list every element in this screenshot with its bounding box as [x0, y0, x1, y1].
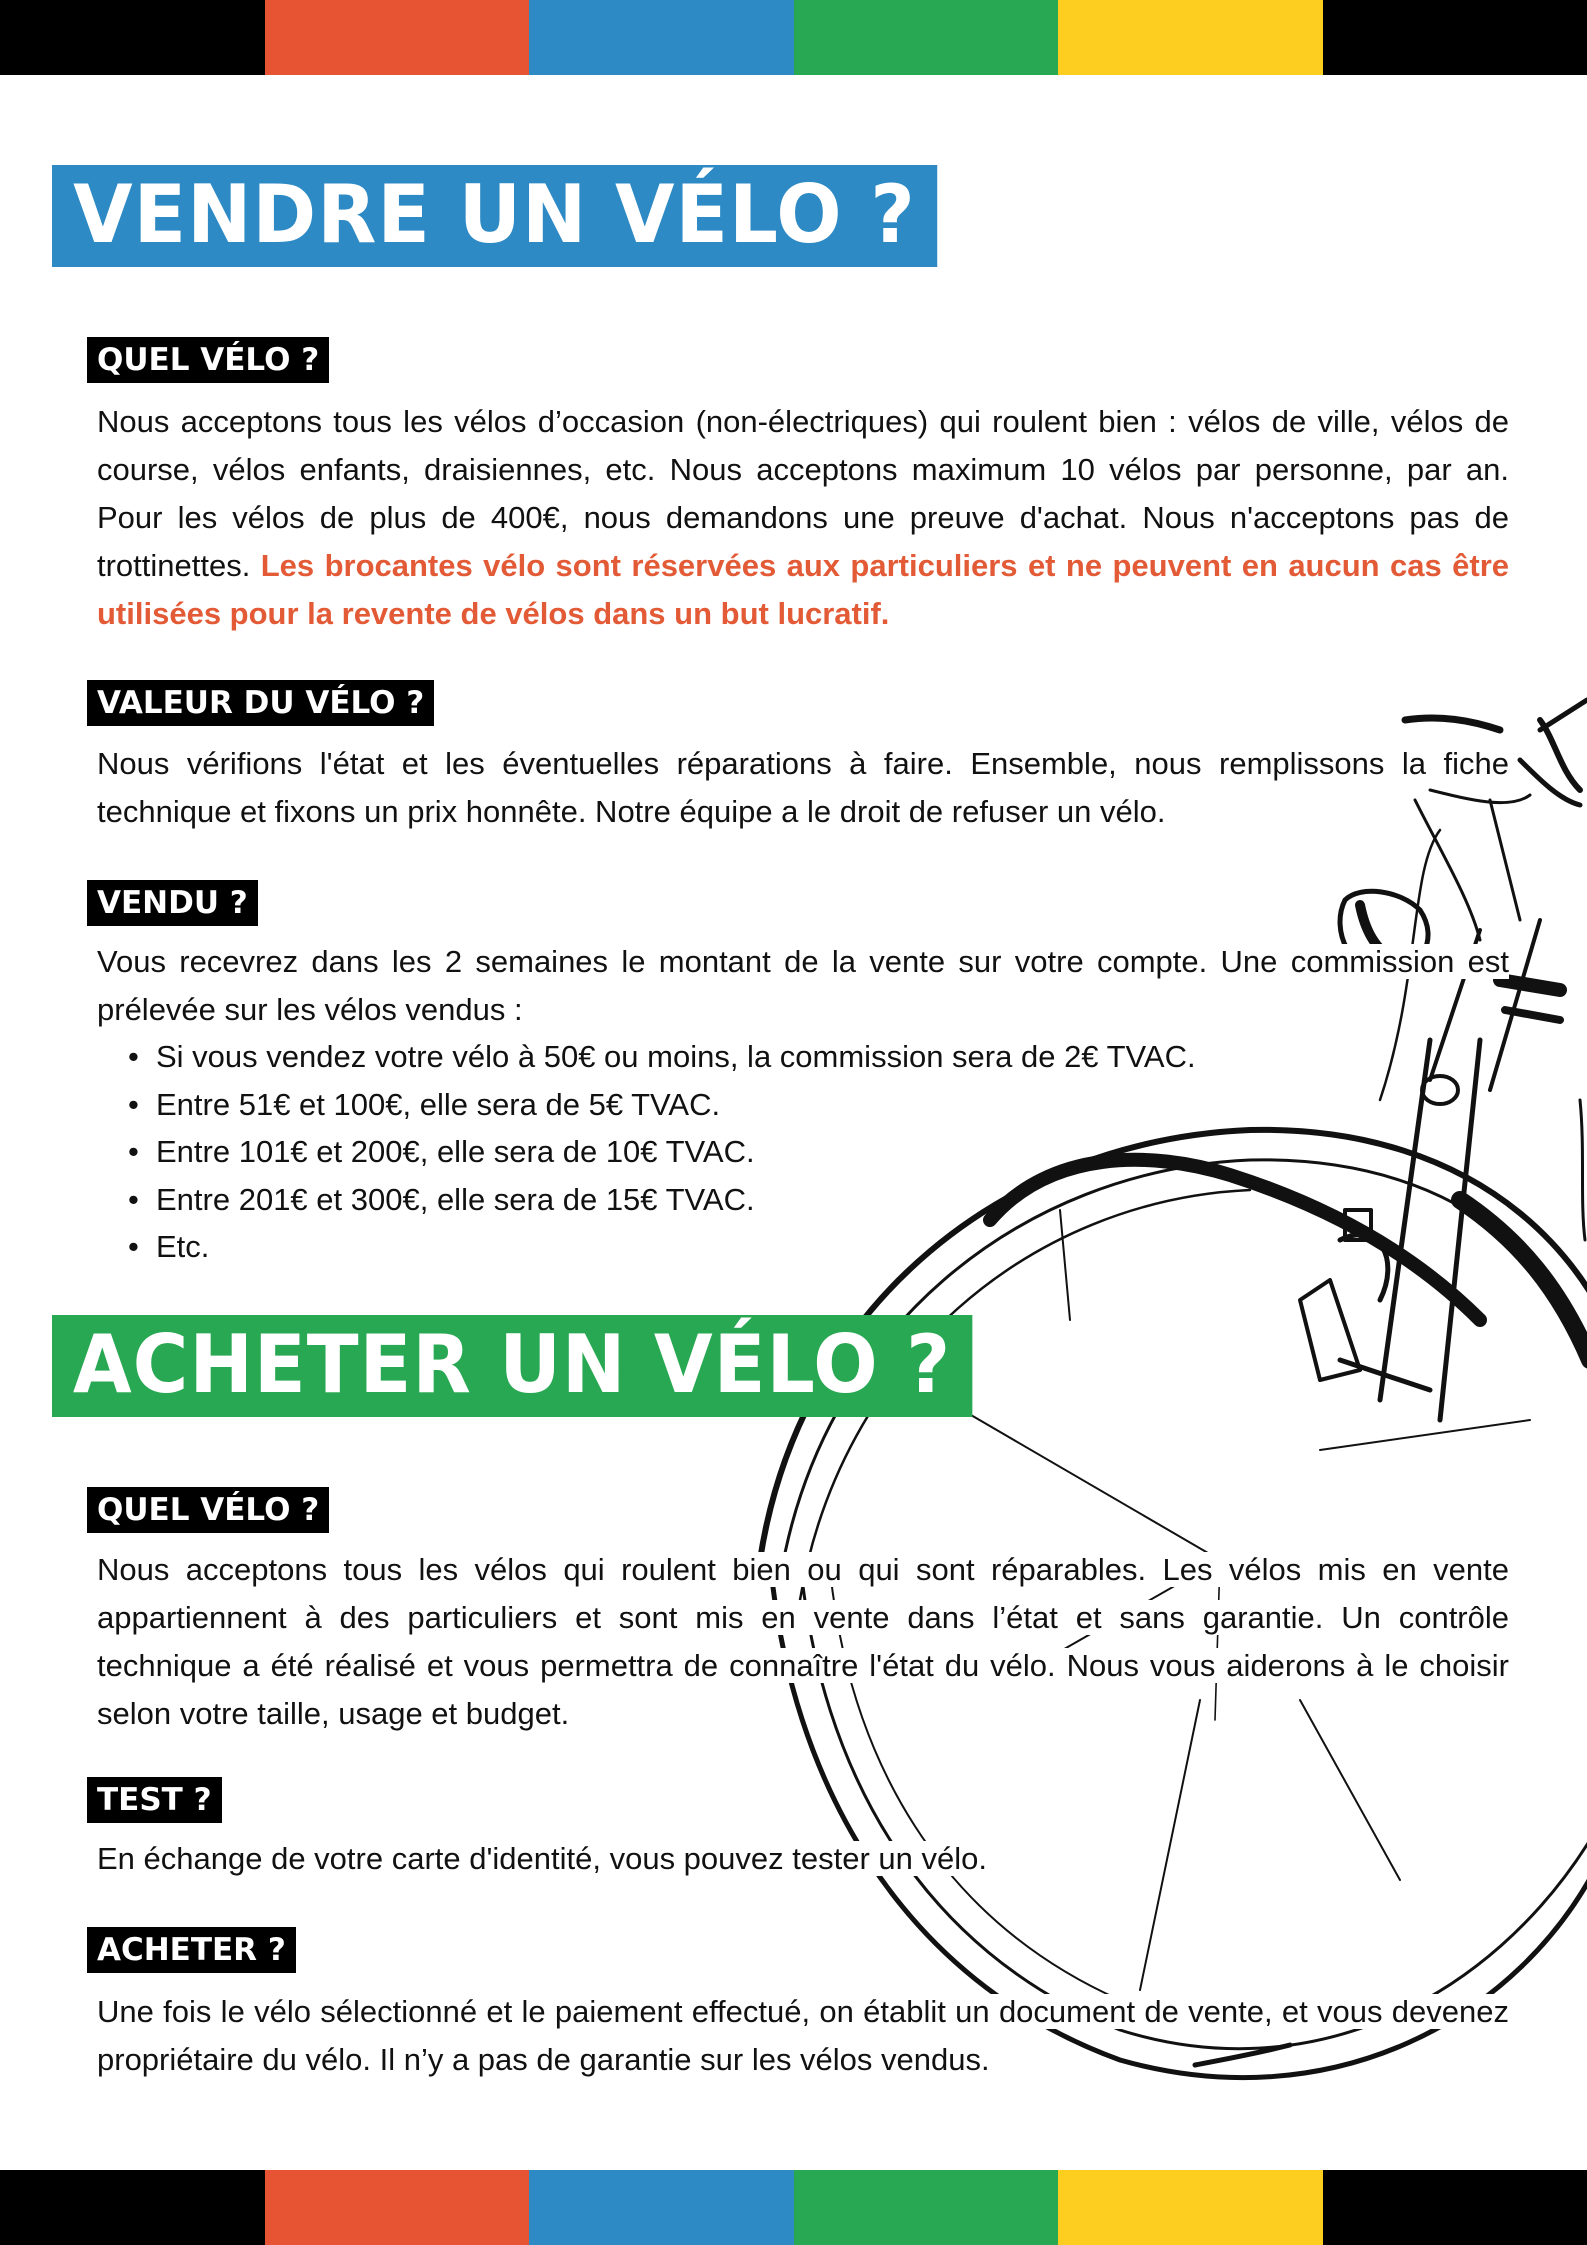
commission-item: • Entre 51€ et 100€, elle sera de 5€ TVAC.: [120, 1081, 1196, 1129]
stripe-segment-black: [0, 2170, 265, 2245]
sell-sold-text: [97, 938, 1509, 1034]
buy-test-label: TEST ?: [87, 1777, 222, 1823]
stripe-segment-black: [1323, 0, 1587, 75]
commission-item: • Entre 201€ et 300€, elle sera de 15€ TVAC.: [120, 1176, 1196, 1224]
buy-purchase-text: [97, 1988, 1509, 2084]
commission-item: • Etc.: [120, 1223, 1196, 1271]
stripe-segment-green: [794, 0, 1059, 75]
buy-purchase-label: ACHETER ?: [87, 1927, 296, 1973]
commission-item: • Si vous vendez votre vélo à 50€ ou moins, la commission sera de 2€ TVAC.: [120, 1033, 1196, 1081]
stripe-segment-black: [1323, 2170, 1587, 2245]
sell-value-body: Nous vérifions l'état et les éventuelles réparations à faire. Ensemble, nous remplissons la fiche technique et fixons un prix honnête. Notre équipe a le droit de refuser un vélo.: [97, 746, 1509, 829]
sell-section-title: VENDRE UN VÉLO ?: [52, 165, 937, 267]
buy-purchase-body: Une fois le vélo sélectionné et le paiement effectué, on établit un document de vente, et vous devenez propriétaire du vélo. Il n’y a pas de garantie sur les vélos vendus.: [97, 1994, 1509, 2077]
stripe-segment-yellow: [1058, 2170, 1323, 2245]
stripe-segment-orange: [265, 0, 530, 75]
top-color-stripe: [0, 0, 1587, 75]
buy-which-bike-body: Nous acceptons tous les vélos qui roulent bien ou qui sont réparables. Les vélos mis en vente appartiennent à des particuliers et sont mis en vente dans l’état et sans garantie. Un contrôle technique a été réalisé et vous permettra de connaître l'état du vélo. Nous vous aiderons à le choisir selon votre taille, usage et budget.: [97, 1552, 1509, 1731]
stripe-segment-blue: [529, 0, 794, 75]
bottom-color-stripe: [0, 2170, 1587, 2245]
buy-section-title: ACHETER UN VÉLO ?: [52, 1315, 972, 1417]
buy-test-body: En échange de votre carte d'identité, vous pouvez tester un vélo.: [97, 1841, 987, 1876]
sell-which-bike-text: [97, 398, 1509, 638]
sell-value-text: [97, 740, 1509, 836]
sell-sold-body: Vous recevrez dans les 2 semaines le montant de la vente sur votre compte. Une commission est prélevée sur les vélos vendus :: [97, 944, 1509, 1027]
sell-warning-highlight: Les brocantes vélo sont réservées aux particuliers et ne peuvent en aucun cas être utilisées pour la revente de vélos dans un but lucratif.: [97, 548, 1509, 631]
stripe-segment-yellow: [1058, 0, 1323, 75]
stripe-segment-orange: [265, 2170, 530, 2245]
buy-which-bike-label: QUEL VÉLO ?: [87, 1487, 329, 1533]
sell-which-bike-label: QUEL VÉLO ?: [87, 337, 329, 383]
stripe-segment-green: [794, 2170, 1059, 2245]
sell-sold-label: VENDU ?: [87, 880, 258, 926]
stripe-segment-blue: [529, 2170, 794, 2245]
commission-list: [120, 1033, 1196, 1271]
stripe-segment-black: [0, 0, 265, 75]
sell-which-bike-body: Nous acceptons tous les vélos d’occasion (non-électriques) qui roulent bien : vélos de ville, vélos de course, vélos enfants, draisiennes, etc. Nous acceptons maximum 10 vélos par personne, par an. Pour les vélos de plus de 400€, nous demandons une preuve d'achat. Nous n'acceptons pas de trottinettes.: [97, 404, 1509, 583]
sell-value-label: VALEUR DU VÉLO ?: [87, 680, 434, 726]
buy-which-bike-text: [97, 1546, 1509, 1738]
commission-item: • Entre 101€ et 200€, elle sera de 10€ TVAC.: [120, 1128, 1196, 1176]
buy-test-text: [97, 1835, 1509, 1883]
